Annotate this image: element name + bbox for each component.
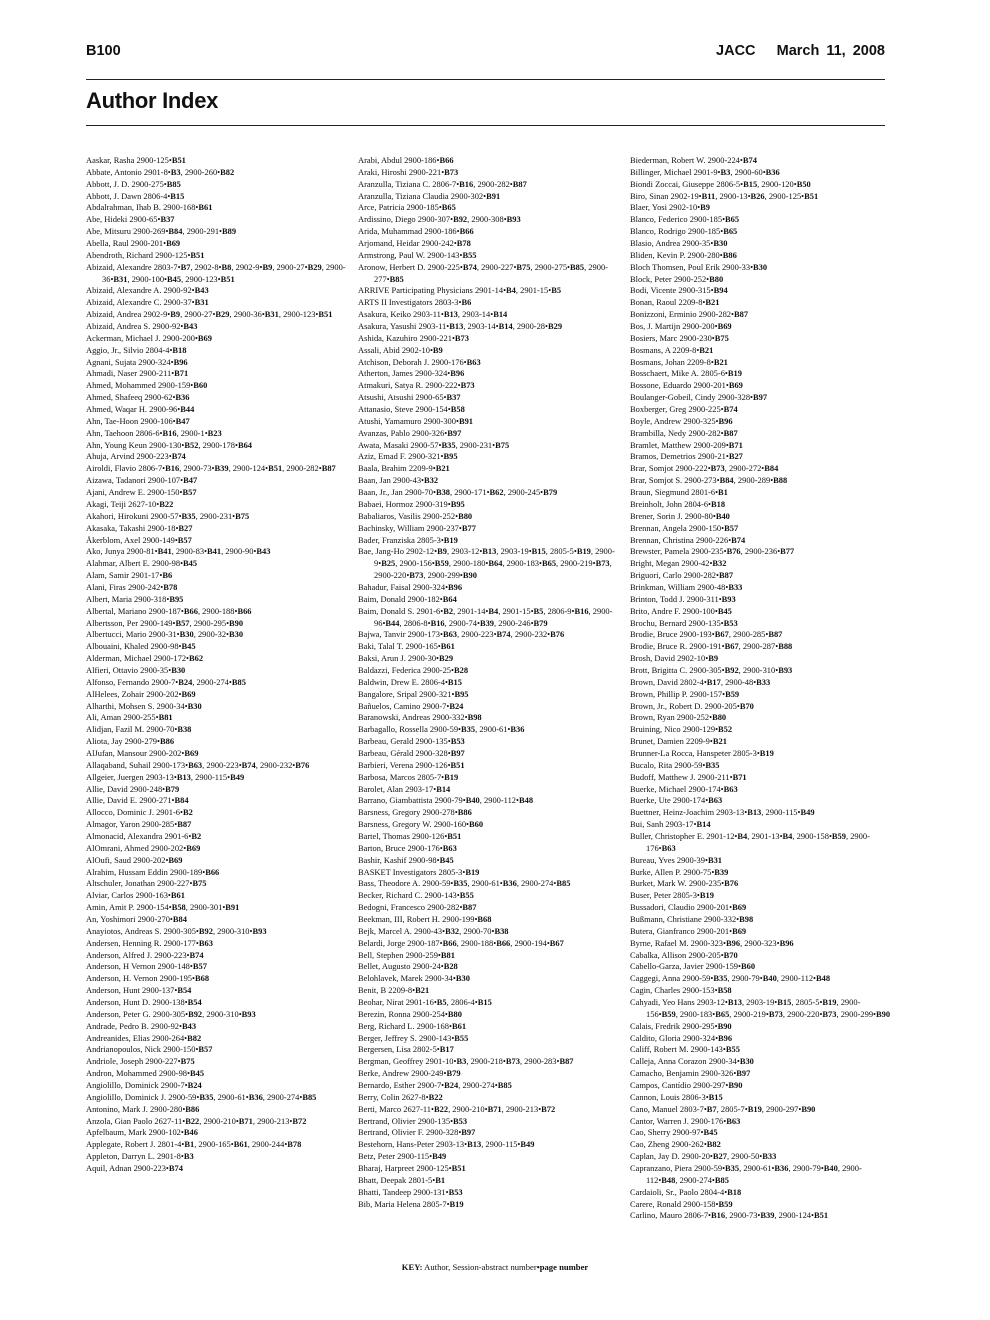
index-entry: Asakura, Yasushi 2903-11•B13, 2903-14•B14, 2900-28•B29	[358, 321, 563, 332]
index-entry: Baan, Jan 2900-43•B32	[358, 475, 439, 486]
index-entry: Barsness, Gregory 2900-278•B86	[358, 807, 472, 818]
index-entry: Butera, Gianfranco 2900-201•B69	[630, 925, 747, 936]
index-entry: Bussadori, Claudio 2900-201•B69	[630, 902, 747, 913]
index-entry: Bellet, Augusto 2900-24•B28	[358, 961, 458, 972]
index-entry: Bos, J. Martijn 2900-200•B69	[630, 321, 732, 332]
index-entry: Anderson, H Vernon 2900-148•B57	[86, 961, 207, 972]
index-entry: Ali, Aman 2900-255•B81	[86, 712, 173, 723]
index-entry: Bedogni, Francesco 2900-282•B87	[358, 902, 477, 913]
index-entry: Bañuelos, Camino 2900-7•B24	[358, 700, 464, 711]
index-entry: Barolet, Alan 2903-17•B14	[358, 783, 451, 794]
index-entry: Bae, Jang-Ho 2902-12•B9, 2903-12•B13, 2903-19•B15, 2805-5•B19, 2900-9•B25, 2900-156•B59, 2900-180•B64, 2900-183•B65, 2900-219•B73, 2900-220•B73, 2900-299•B90	[358, 546, 615, 581]
index-entry: Brunner-La Rocca, Hanspeter 2805-3•B19	[630, 747, 774, 758]
index-entry: Bramlet, Matthew 2900-209•B71	[630, 439, 743, 450]
index-entry: Caldito, Gloria 2900-324•B96	[630, 1032, 733, 1043]
index-entry: Airoldi, Flavio 2806-7•B16, 2900-73•B39, 2900-124•B51, 2900-282•B87	[86, 463, 336, 474]
index-entry: Ajani, Andrew E. 2900-150•B57	[86, 487, 197, 498]
index-entry: Aizawa, Tadanori 2900-107•B47	[86, 475, 198, 486]
index-entry: Brambilla, Nedy 2900-282•B87	[630, 427, 738, 438]
index-entry: Bejk, Marcel A. 2900-43•B32, 2900-70•B38	[358, 925, 509, 936]
index-entry: Campos, Cantídio 2900-297•B90	[630, 1080, 743, 1091]
journal-header	[716, 43, 885, 59]
index-entry: Blanco, Rodrigo 2900-185•B65	[630, 226, 738, 237]
index-entry: Bib, Maria Helena 2805-7•B19	[358, 1198, 464, 1209]
index-entry: Cahyadi, Yeo Hans 2903-12•B13, 2903-19•B15, 2805-5•B19, 2900-156•B59, 2900-183•B65, 2900-219•B73, 2900-220•B73, 2900-299•B90	[630, 997, 891, 1019]
index-entry: Abe, Hideki 2900-65•B37	[86, 214, 175, 225]
index-entry: Agnani, Sujata 2900-324•B96	[86, 356, 188, 367]
index-entry: Appleton, Darryn L. 2901-8•B3	[86, 1151, 194, 1162]
index-entry: Baksi, Arun J. 2900-30•B29	[358, 653, 454, 664]
index-entry: ARTS II Investigators 2803-3•B6	[358, 297, 472, 308]
index-entry: Bureau, Yves 2900-39•B31	[630, 854, 723, 865]
index-entry: Budoff, Matthew J. 2900-211•B71	[630, 771, 747, 782]
index-entry: Ako, Junya 2900-81•B41, 2900-83•B41, 2900-90•B43	[86, 546, 271, 557]
index-entry: Bliden, Kevin P. 2900-280•B86	[630, 249, 737, 260]
index-entry: Breinholt, John 2804-6•B18	[630, 498, 726, 509]
index-entry: Barbeau, Gérald 2900-328•B97	[358, 747, 465, 758]
index-entry: Alam, Samir 2901-17•B6	[86, 570, 173, 581]
index-entry: Brennan, Angela 2900-150•B57	[630, 522, 739, 533]
index-entry: Armstrong, Paul W. 2900-143•B55	[358, 249, 477, 260]
index-entry: Bußmann, Christiane 2900-332•B98	[630, 914, 754, 924]
index-entry: Allaqaband, Suhail 2900-173•B63, 2900-223•B74, 2900-232•B76	[86, 759, 310, 770]
index-entry: Allie, David 2900-248•B79	[86, 783, 180, 794]
index-entry: Bachinsky, William 2900-237•B77	[358, 522, 476, 533]
index-entry: Atushi, Yamamuro 2900-300•B91	[358, 415, 474, 426]
index-entry: Berry, Colin 2627-8•B22	[358, 1091, 443, 1102]
index-entry: Amin, Amit P. 2900-154•B58, 2900-301•B91	[86, 902, 240, 913]
index-entry: Abe, Mitsuru 2900-269•B84, 2900-291•B89	[86, 226, 237, 237]
index-entry: Barsness, Gregory W. 2900-160•B60	[358, 819, 484, 830]
index-entry: Araki, Hiroshi 2900-221•B73	[358, 166, 459, 177]
index-entry: Aziz, Emad F. 2900-321•B95	[358, 451, 458, 462]
index-entry: Carlino, Mauro 2806-7•B16, 2900-73•B39, 2900-124•B51	[630, 1210, 829, 1221]
title-rule	[86, 125, 885, 126]
index-entry: Allie, David E. 2900-271•B84	[86, 795, 189, 806]
index-entry: Bruining, Nico 2900-129•B52	[630, 724, 733, 735]
index-entry: Brennan, Christina 2900-226•B74	[630, 534, 746, 545]
index-entry: Ahn, Tae-Hoon 2900-106•B47	[86, 415, 190, 426]
index-entry: ARRIVE Participating Physicians 2901-14•B4, 2901-15•B5	[358, 285, 562, 296]
index-entry: Barrano, Giambattista 2900-79•B40, 2900-112•B48	[358, 795, 534, 806]
index-entry: Akagi, Teiji 2627-10•B22	[86, 498, 174, 509]
index-entry: Barton, Bruce 2900-176•B63	[358, 842, 457, 853]
index-entry: Bahadur, Faisal 2900-324•B96	[358, 581, 463, 592]
index-entry: Arida, Muhammad 2900-186•B66	[358, 226, 474, 237]
index-entry: Abizaid, Alexandre A. 2900-92•B43	[86, 285, 209, 296]
index-entry: Byrne, Rafael M. 2900-323•B96, 2900-323•B96	[630, 937, 794, 948]
index-entry: Barbeau, Gerald 2900-135•B53	[358, 736, 465, 747]
index-entry: Brown, David 2802-4•B17, 2900-48•B33	[630, 676, 771, 687]
index-entry: Andreanides, Elias 2900-264•B82	[86, 1032, 202, 1043]
key-bullet: •	[536, 1262, 540, 1272]
index-entry: Alfonso, Fernando 2900-7•B24, 2900-274•B85	[86, 676, 246, 687]
index-entry: Aliota, Jay 2900-279•B86	[86, 736, 175, 747]
index-entry: Arabi, Abdul 2900-186•B66	[358, 155, 454, 165]
index-entry: Brodie, Bruce R. 2900-191•B67, 2900-287•B88	[630, 641, 793, 652]
index-column-2	[358, 155, 620, 1210]
index-entry: Åkerblom, Axel 2900-149•B57	[86, 534, 192, 545]
index-entry: Abbott, J. D. 2900-275•B85	[86, 178, 181, 189]
index-entry: Arce, Patricia 2900-185•B65	[358, 202, 456, 213]
index-entry: Bell, Stephen 2900-259•B81	[358, 949, 455, 960]
index-entry: Cagin, Charles 2900-153•B58	[630, 985, 732, 996]
index-entry: Bergersen, Lisa 2802-5•B17	[358, 1044, 454, 1055]
index-entry: Beohar, Nirat 2901-16•B5, 2806-4•B15	[358, 997, 492, 1008]
index-entry: Burket, Mark W. 2900-235•B76	[630, 878, 739, 889]
index-entry: Aronow, Herbert D. 2900-225•B74, 2900-227•B75, 2900-275•B85, 2900-277•B85	[358, 261, 608, 284]
index-entry: Angiolillo, Dominick J. 2900-59•B35, 2900-61•B36, 2900-274•B85	[86, 1091, 317, 1102]
index-entry: Bonizzoni, Erminio 2900-282•B87	[630, 309, 749, 320]
index-entry: Cantor, Warren J. 2900-176•B63	[630, 1115, 741, 1126]
index-entry: Berke, Andrew 2900-249•B79	[358, 1068, 461, 1079]
page-title: Author Index	[86, 88, 219, 113]
index-entry: Brito, Andre F. 2900-100•B45	[630, 605, 732, 616]
index-entry: Ardissino, Diego 2900-307•B92, 2900-308•B93	[358, 214, 521, 225]
header-rule	[86, 79, 885, 80]
index-entry: Blasio, Andrea 2900-35•B30	[630, 238, 728, 249]
page-number: B100	[86, 43, 121, 59]
index-entry: Ahmadi, Naser 2900-211•B71	[86, 368, 189, 379]
index-entry: Billinger, Michael 2901-9•B3, 2900-60•B36	[630, 166, 780, 177]
index-entry: Bestehorn, Hans-Peter 2903-13•B13, 2900-115•B49	[358, 1139, 535, 1150]
index-entry: Bosiers, Marc 2900-230•B75	[630, 332, 729, 343]
index-entry: Barbagallo, Rossella 2900-59•B35, 2900-61•B36	[358, 724, 525, 735]
index-entry: Ahmed, Shafeeq 2900-62•B36	[86, 392, 190, 403]
index-entry: Albertsson, Per 2900-149•B57, 2900-295•B90	[86, 617, 244, 628]
index-entry: Bader, Franziska 2805-3•B19	[358, 534, 458, 545]
index-entry: Almonacid, Alexandra 2901-6•B2	[86, 830, 202, 841]
index-entry: Aranzulla, Tiziana C. 2806-7•B16, 2900-282•B87	[358, 178, 527, 189]
index-entry: Bashir, Kashif 2900-98•B45	[358, 854, 454, 865]
index-entry: BASKET Investigators 2805-3•B19	[358, 866, 480, 877]
index-entry: Brar, Somjot S. 2900-273•B84, 2900-289•B88	[630, 475, 788, 486]
index-entry: Baan, Jr., Jan 2900-70•B38, 2900-171•B62, 2900-245•B79	[358, 487, 558, 498]
index-entry: An, Yoshimori 2900-270•B84	[86, 914, 187, 924]
issue-date: March 11, 2008	[776, 43, 885, 59]
index-entry: Capranzano, Piera 2900-59•B35, 2900-61•B36, 2900-79•B40, 2900-112•B48, 2900-274•B85	[630, 1163, 862, 1185]
index-entry: Ashida, Kazuhiro 2900-221•B73	[358, 332, 469, 343]
index-entry: AlHelees, Zohair 2900-202•B69	[86, 688, 196, 699]
index-entry: Buser, Peter 2805-3•B19	[630, 890, 714, 901]
index-entry: Abella, Raul 2900-201•B69	[86, 238, 181, 249]
index-entry: Anderson, Hunt 2900-137•B54	[86, 985, 192, 996]
index-entry: Angiolillo, Dominick 2900-7•B24	[86, 1080, 202, 1091]
index-entry: Alrahim, Hussam Eddin 2900-189•B66	[86, 866, 220, 877]
index-entry: Anderson, Peter G. 2900-305•B92, 2900-310•B93	[86, 1008, 256, 1019]
index-entry: Baldwin, Drew E. 2806-4•B15	[358, 676, 462, 687]
index-entry: Bartel, Thomas 2900-126•B51	[358, 830, 462, 841]
index-entry: Anderson, H. Vernon 2900-195•B68	[86, 973, 210, 984]
index-entry: Andersen, Henning R. 2900-177•B63	[86, 937, 213, 948]
index-entry: Abbate, Antonio 2901-8•B3, 2900-260•B82	[86, 166, 235, 177]
index-entry: Bangalore, Sripal 2900-321•B95	[358, 688, 469, 699]
index-entry: Bramos, Demetrios 2900-21•B27	[630, 451, 743, 462]
index-entry: Cannon, Louis 2806-3•B15	[630, 1091, 723, 1102]
index-entry: Brinton, Todd J. 2900-311•B93	[630, 593, 736, 604]
index-entry: Biederman, Robert W. 2900-224•B74	[630, 155, 757, 165]
index-entry: Calais, Fredrik 2900-295•B90	[630, 1020, 732, 1031]
index-entry: Cabalka, Allison 2900-205•B70	[630, 949, 738, 960]
index-entry: Anzola, Gian Paolo 2627-11•B22, 2900-210•B71, 2900-213•B72	[86, 1115, 307, 1126]
index-entry: Berger, Jeffrey S. 2900-143•B55	[358, 1032, 469, 1043]
index-entry: Anderson, Hunt D. 2900-138•B54	[86, 997, 202, 1008]
index-entry: Abizaid, Alexandre C. 2900-37•B31	[86, 297, 209, 308]
index-entry: Ahn, Young Keun 2900-130•B52, 2900-178•B64	[86, 439, 253, 450]
index-entry: Calleja, Anna Corazon 2900-34•B30	[630, 1056, 754, 1067]
index-entry: Caplan, Jay D. 2900-20•B27, 2900-50•B33	[630, 1151, 777, 1162]
index-entry: Boxberger, Greg 2900-225•B74	[630, 404, 738, 415]
index-entry: Albertucci, Mario 2900-31•B30, 2900-32•B30	[86, 629, 244, 640]
index-entry: Bosmans, A 2209-8•B21	[630, 344, 714, 355]
index-entry: Belohlavek, Marek 2900-34•B30	[358, 973, 470, 984]
index-entry: Berg, Richard L. 2900-168•B61	[358, 1020, 467, 1031]
index-entry: Brown, Phillip P. 2900-157•B59	[630, 688, 740, 699]
index-entry: Briguori, Carlo 2900-282•B87	[630, 570, 734, 581]
index-entry: Ahmed, Mohammed 2900-159•B60	[86, 380, 208, 391]
index-entry: Alviar, Carlos 2900-163•B61	[86, 890, 185, 901]
index-entry: Alidjan, Fazil M. 2900-70•B38	[86, 724, 192, 735]
index-entry: Bucalo, Rita 2900-59•B35	[630, 759, 720, 770]
index-entry: Cao, Zheng 2900-262•B82	[630, 1139, 721, 1150]
key-bold-text: page number	[539, 1262, 589, 1272]
index-entry: Baim, Donald 2900-182•B64	[358, 593, 457, 604]
index-entry: Baala, Brahim 2209-9•B21	[358, 463, 450, 474]
index-entry: Anderson, Alfred J. 2900-223•B74	[86, 949, 204, 960]
index-entry: Akahori, Hirokuni 2900-57•B35, 2900-231•B75	[86, 510, 250, 521]
index-entry: Blaer, Yosi 2902-10•B9	[630, 202, 710, 213]
index-entry: Becker, Richard C. 2900-143•B55	[358, 890, 474, 901]
key-text: Author, Session-abstract number	[424, 1262, 537, 1272]
index-entry: Andron, Mohammed 2900-98•B45	[86, 1068, 205, 1079]
index-entry: Beekman, III, Robert H. 2900-199•B68	[358, 914, 492, 924]
index-entry: Buerke, Ute 2900-174•B63	[630, 795, 723, 806]
index-entry: Bui, Sanh 2903-17•B14	[630, 819, 711, 830]
index-entry: Cardaioli, Sr., Paolo 2804-4•B18	[630, 1186, 742, 1197]
index-entry: Boyle, Andrew 2900-325•B96	[630, 415, 733, 426]
index-entry: Alfieri, Ottavio 2900-35•B30	[86, 664, 186, 675]
index-key	[0, 1262, 990, 1272]
index-entry: Abendroth, Richard 2900-125•B51	[86, 249, 205, 260]
index-entry: Allgeier, Juergen 2903-13•B13, 2900-115•B49	[86, 771, 245, 782]
index-entry: Benit, B 2209-8•B21	[358, 985, 430, 996]
index-entry: Blanco, Federico 2900-185•B65	[630, 214, 740, 225]
index-entry: Bossone, Eduardo 2900-201•B69	[630, 380, 743, 391]
index-entry: Anayiotos, Andreas S. 2900-305•B92, 2900-310•B93	[86, 925, 267, 936]
index-entry: Barbosa, Marcos 2805-7•B19	[358, 771, 459, 782]
index-entry: Abizaid, Andrea S. 2900-92•B43	[86, 321, 198, 332]
index-entry: Alharthi, Mohsen S. 2900-34•B30	[86, 700, 202, 711]
index-entry: Buerke, Michael 2900-174•B63	[630, 783, 738, 794]
index-entry: Atsushi, Atsushi 2900-65•B37	[358, 392, 461, 403]
index-entry: Aggio, Jr., Silvio 2804-4•B18	[86, 344, 187, 355]
index-entry: Abbott, J. Dawn 2806-4•B15	[86, 190, 185, 201]
index-entry: Ahn, Taehoon 2806-6•B16, 2900-1•B23	[86, 427, 222, 438]
index-entry: Betz, Peter 2900-115•B49	[358, 1151, 447, 1162]
index-entry: Biondi Zoccai, Giuseppe 2806-5•B15, 2900-120•B50	[630, 178, 811, 189]
index-entry: Bhatti, Tandeep 2900-131•B53	[358, 1186, 463, 1197]
index-entry: Brar, Somjot 2900-222•B73, 2900-272•B84	[630, 463, 779, 474]
index-entry: Allocco, Dominic J. 2901-6•B2	[86, 807, 193, 818]
index-entry: Aaskar, Rasha 2900-125•B51	[86, 155, 186, 165]
index-entry: Bright, Megan 2900-42•B32	[630, 558, 727, 569]
index-entry: Brodie, Bruce 2900-193•B67, 2900-285•B87	[630, 629, 783, 640]
index-entry: Brewster, Pamela 2900-235•B76, 2900-236•B77	[630, 546, 795, 557]
index-entry: Bonan, Raoul 2209-8•B21	[630, 297, 720, 308]
index-entry: Aquil, Adnan 2900-223•B74	[86, 1163, 183, 1174]
index-entry: Antonino, Mark J. 2900-280•B86	[86, 1103, 200, 1114]
index-entry: Albouaini, Khaled 2900-98•B45	[86, 641, 196, 652]
index-entry: Belardi, Jorge 2900-187•B66, 2900-188•B66, 2900-194•B67	[358, 937, 564, 948]
index-entry: Bloch Thomsen, Poul Erik 2900-33•B30	[630, 261, 768, 272]
index-entry: Brener, Sorin J. 2900-80•B40	[630, 510, 730, 521]
index-entry: Biro, Sinan 2902-19•B11, 2900-13•B26, 2900-125•B51	[630, 190, 819, 201]
index-entry: Abizaid, Andrea 2902-9•B9, 2900-27•B29, 2900-36•B31, 2900-123•B51	[86, 309, 333, 320]
index-entry: Ahmed, Waqar H. 2900-96•B44	[86, 404, 195, 415]
index-entry: Babaliaros, Vasilis 2900-252•B80	[358, 510, 473, 521]
index-entry: AlOmrani, Ahmed 2900-202•B69	[86, 842, 201, 853]
index-entry: Attanasio, Steve 2900-154•B58	[358, 404, 465, 415]
index-entry: Applegate, Robert J. 2801-4•B1, 2900-165•B61, 2900-244•B78	[86, 1139, 302, 1150]
index-entry: Bajwa, Tanvir 2900-173•B63, 2900-223•B74, 2900-232•B76	[358, 629, 565, 640]
index-entry: Brinkman, William 2900-48•B33	[630, 581, 743, 592]
index-entry: Bernardo, Esther 2900-7•B24, 2900-274•B85	[358, 1080, 512, 1091]
index-entry: Barbieri, Verena 2900-126•B51	[358, 759, 465, 770]
index-entry: Bass, Theodore A. 2900-59•B35, 2900-61•B36, 2900-274•B85	[358, 878, 571, 889]
index-entry: Braun, Siegmund 2801-6•B1	[630, 487, 728, 498]
index-entry: Brunet, Damien 2209-9•B21	[630, 736, 727, 747]
index-entry: Baranowski, Andreas 2900-332•B98	[358, 712, 482, 723]
index-entry: Brown, Jr., Robert D. 2900-205•B70	[630, 700, 754, 711]
index-entry: Awata, Masaki 2900-57•B35, 2900-231•B75	[358, 439, 510, 450]
index-entry: Bertrand, Olivier 2900-135•B53	[358, 1115, 468, 1126]
index-entry: Alani, Firas 2900-242•B78	[86, 581, 178, 592]
index-entry: Baim, Donald S. 2901-6•B2, 2901-14•B4, 2901-15•B5, 2806-9•B16, 2900-96•B44, 2806-8•B16, 2900-74•B39, 2900-246•B79	[358, 605, 613, 628]
index-entry: Albert, Maria 2900-318•B95	[86, 593, 184, 604]
index-entry: Carere, Ronald 2900-158•B59	[630, 1198, 733, 1209]
index-entry: Albertal, Mariano 2900-187•B66, 2900-188•B66	[86, 605, 252, 616]
index-entry: Caggegi, Anna 2900-59•B35, 2900-79•B40, 2900-112•B48	[630, 973, 831, 984]
index-entry: Bosschaert, Mike A. 2805-6•B19	[630, 368, 742, 379]
index-entry: Bhatt, Deepak 2801-5•B1	[358, 1174, 446, 1185]
index-entry: Atherton, James 2900-324•B96	[358, 368, 465, 379]
index-entry: Ackerman, Michael J. 2900-200•B69	[86, 332, 212, 343]
index-entry: Akasaka, Takashi 2900-18•B27	[86, 522, 193, 533]
index-entry: Alderman, Michael 2900-172•B62	[86, 653, 204, 664]
index-entry: Brown, Ryan 2900-252•B80	[630, 712, 727, 723]
index-entry: Atmakuri, Satya R. 2900-222•B73	[358, 380, 475, 391]
index-entry: AlOufi, Saud 2900-202•B69	[86, 854, 183, 865]
index-entry: Brochu, Bernard 2900-135•B53	[630, 617, 738, 628]
index-entry: Babaei, Hormoz 2900-319•B95	[358, 498, 465, 509]
index-entry: Abizaid, Alexandre 2803-7•B7, 2902-8•B8, 2902-9•B9, 2900-27•B29, 2900-36•B31, 2900-100•B45, 2900-123•B51	[86, 261, 346, 284]
index-entry: Abdalrahman, Ihab B. 2900-168•B61	[86, 202, 213, 213]
index-entry: Bodi, Vicente 2900-315•B94	[630, 285, 728, 296]
index-entry: Cano, Manuel 2803-7•B7, 2805-7•B19, 2900-297•B90	[630, 1103, 816, 1114]
index-entry: AlJufan, Mansour 2900-202•B69	[86, 747, 199, 758]
index-entry: Baki, Talal T. 2900-165•B61	[358, 641, 455, 652]
index-column-3	[630, 155, 892, 1222]
index-entry: Altschuler, Jonathan 2900-227•B75	[86, 878, 207, 889]
index-entry: Bertrand, Olivier F. 2900-328•B97	[358, 1127, 476, 1138]
index-entry: Buettner, Heinz-Joachim 2903-13•B13, 2900-115•B49	[630, 807, 815, 818]
index-entry: Andriole, Joseph 2900-227•B75	[86, 1056, 195, 1067]
index-entry: Alahmar, Albert E. 2900-98•B45	[86, 558, 198, 569]
index-entry: Atchison, Deborah J. 2900-176•B63	[358, 356, 481, 367]
index-entry: Berti, Marco 2627-11•B22, 2900-210•B71, 2900-213•B72	[358, 1103, 556, 1114]
journal-name: JACC	[716, 43, 756, 59]
index-entry: Camacho, Benjamin 2900-326•B97	[630, 1068, 751, 1079]
index-entry: Almagor, Yaron 2900-285•B87	[86, 819, 192, 830]
index-entry: Cabello-Garza, Javier 2900-159•B60	[630, 961, 756, 972]
index-entry: Bergman, Geoffrey 2901-10•B3, 2900-218•B73, 2900-283•B87	[358, 1056, 574, 1067]
index-entry: Apfelbaum, Mark 2900-102•B46	[86, 1127, 198, 1138]
index-entry: Brosh, David 2902-10•B9	[630, 653, 719, 664]
index-entry: Andrianopoulos, Nick 2900-150•B57	[86, 1044, 213, 1055]
index-entry: Avanzas, Pablo 2900-326•B97	[358, 427, 462, 438]
index-entry: Baldazzi, Federica 2900-25•B28	[358, 664, 469, 675]
index-entry: Bharaj, Harpreet 2900-125•B51	[358, 1163, 466, 1174]
index-entry: Arjomand, Heidar 2900-242•B78	[358, 238, 471, 249]
index-entry: Buller, Christopher E. 2901-12•B4, 2901-13•B4, 2900-158•B59, 2900-176•B63	[630, 830, 870, 853]
index-entry: Ahuja, Arvind 2900-223•B74	[86, 451, 186, 462]
index-entry: Cao, Sherry 2900-97•B45	[630, 1127, 718, 1138]
index-entry: Aranzulla, Tiziana Claudia 2900-302•B91	[358, 190, 501, 201]
index-column-1	[86, 155, 348, 1175]
key-label: KEY:	[401, 1262, 423, 1272]
index-entry: Califf, Robert M. 2900-143•B55	[630, 1044, 740, 1055]
index-entry: Block, Peter 2900-252•B80	[630, 273, 724, 284]
index-entry: Bosmans, Johan 2209-8•B21	[630, 356, 728, 367]
index-entry: Burke, Allen P. 2900-75•B39	[630, 866, 729, 877]
index-entry: Boulanger-Gobeil, Cindy 2900-328•B97	[630, 392, 768, 403]
index-entry: Brott, Brigitta C. 2900-305•B92, 2900-310•B93	[630, 664, 793, 675]
index-entry: Assali, Abid 2902-10•B9	[358, 344, 443, 355]
index-entry: Berezin, Ronna 2900-254•B80	[358, 1008, 462, 1019]
index-entry: Asakura, Keiko 2903-11•B13, 2903-14•B14	[358, 309, 508, 320]
index-entry: Andrade, Pedro B. 2900-92•B43	[86, 1020, 197, 1031]
